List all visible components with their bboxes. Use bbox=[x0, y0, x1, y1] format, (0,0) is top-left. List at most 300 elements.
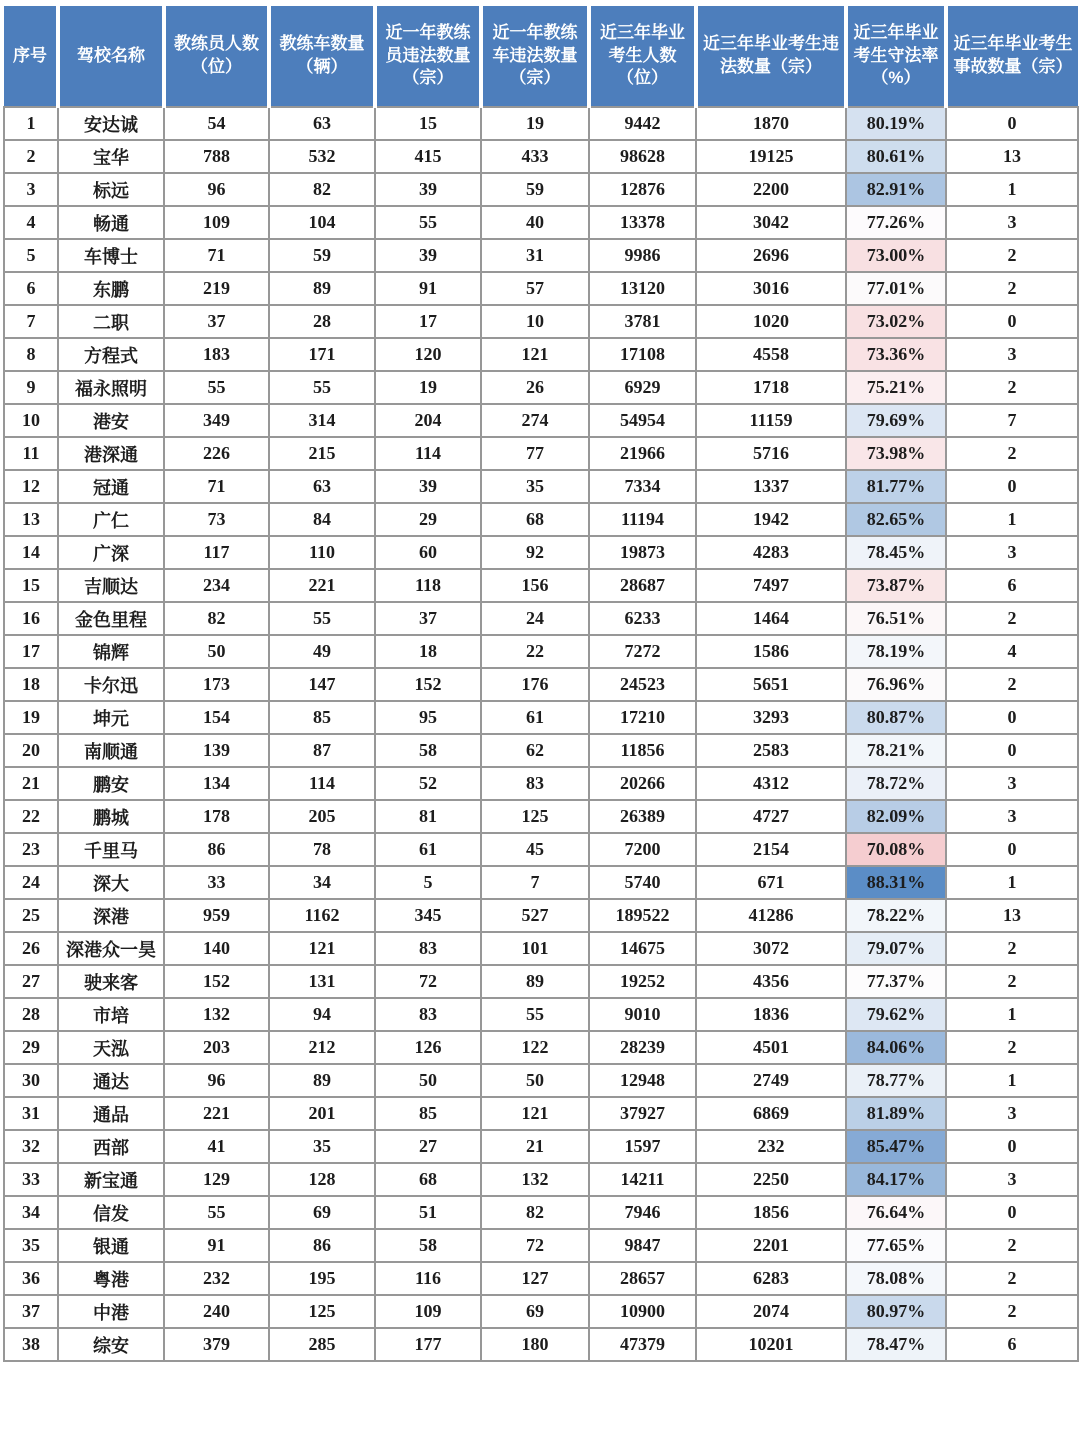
value-cell: 415 bbox=[375, 140, 481, 173]
value-cell: 77.26% bbox=[846, 206, 946, 239]
value-cell: 94 bbox=[269, 998, 375, 1031]
col-header-0: 序号 bbox=[4, 6, 58, 107]
value-cell: 12948 bbox=[589, 1064, 696, 1097]
value-cell: 28687 bbox=[589, 569, 696, 602]
value-cell: 21 bbox=[4, 767, 58, 800]
value-cell: 7 bbox=[481, 866, 589, 899]
school-name-cell: 冠通 bbox=[58, 470, 164, 503]
header-row bbox=[4, 6, 1078, 107]
value-cell: 58 bbox=[375, 734, 481, 767]
value-cell: 0 bbox=[946, 470, 1078, 503]
value-cell: 178 bbox=[164, 800, 269, 833]
value-cell: 120 bbox=[375, 338, 481, 371]
value-cell: 6283 bbox=[696, 1262, 846, 1295]
table-row bbox=[4, 1229, 1078, 1262]
value-cell: 128 bbox=[269, 1163, 375, 1196]
value-cell: 117 bbox=[164, 536, 269, 569]
value-cell: 77.65% bbox=[846, 1229, 946, 1262]
school-name-cell: 深港众一昊 bbox=[58, 932, 164, 965]
value-cell: 41286 bbox=[696, 899, 846, 932]
table-row bbox=[4, 998, 1078, 1031]
value-cell: 72 bbox=[375, 965, 481, 998]
value-cell: 14675 bbox=[589, 932, 696, 965]
value-cell: 0 bbox=[946, 734, 1078, 767]
value-cell: 19873 bbox=[589, 536, 696, 569]
value-cell: 152 bbox=[164, 965, 269, 998]
value-cell: 77.37% bbox=[846, 965, 946, 998]
value-cell: 1 bbox=[4, 107, 58, 140]
value-cell: 85 bbox=[375, 1097, 481, 1130]
value-cell: 9847 bbox=[589, 1229, 696, 1262]
value-cell: 17210 bbox=[589, 701, 696, 734]
value-cell: 17108 bbox=[589, 338, 696, 371]
table-row bbox=[4, 1262, 1078, 1295]
value-cell: 1836 bbox=[696, 998, 846, 1031]
value-cell: 14211 bbox=[589, 1163, 696, 1196]
value-cell: 8 bbox=[4, 338, 58, 371]
value-cell: 234 bbox=[164, 569, 269, 602]
value-cell: 89 bbox=[481, 965, 589, 998]
value-cell: 28 bbox=[4, 998, 58, 1031]
value-cell: 47379 bbox=[589, 1328, 696, 1361]
value-cell: 19 bbox=[481, 107, 589, 140]
value-cell: 51 bbox=[375, 1196, 481, 1229]
col-header-6: 近三年毕业考生人数（位） bbox=[589, 6, 696, 107]
value-cell: 78.22% bbox=[846, 899, 946, 932]
value-cell: 1942 bbox=[696, 503, 846, 536]
value-cell: 24 bbox=[4, 866, 58, 899]
value-cell: 80.61% bbox=[846, 140, 946, 173]
value-cell: 285 bbox=[269, 1328, 375, 1361]
value-cell: 2200 bbox=[696, 173, 846, 206]
school-name-cell: 锦辉 bbox=[58, 635, 164, 668]
table-row bbox=[4, 1031, 1078, 1064]
value-cell: 2 bbox=[4, 140, 58, 173]
value-cell: 215 bbox=[269, 437, 375, 470]
value-cell: 78.19% bbox=[846, 635, 946, 668]
value-cell: 69 bbox=[481, 1295, 589, 1328]
table-row bbox=[4, 272, 1078, 305]
value-cell: 1718 bbox=[696, 371, 846, 404]
table-row bbox=[4, 1130, 1078, 1163]
value-cell: 73.00% bbox=[846, 239, 946, 272]
school-name-cell: 综安 bbox=[58, 1328, 164, 1361]
school-name-cell: 吉顺达 bbox=[58, 569, 164, 602]
value-cell: 219 bbox=[164, 272, 269, 305]
value-cell: 35 bbox=[4, 1229, 58, 1262]
table-row bbox=[4, 734, 1078, 767]
table-row bbox=[4, 1163, 1078, 1196]
value-cell: 82.09% bbox=[846, 800, 946, 833]
table-row bbox=[4, 569, 1078, 602]
value-cell: 85.47% bbox=[846, 1130, 946, 1163]
value-cell: 13120 bbox=[589, 272, 696, 305]
value-cell: 83 bbox=[375, 932, 481, 965]
value-cell: 81 bbox=[375, 800, 481, 833]
value-cell: 274 bbox=[481, 404, 589, 437]
value-cell: 6 bbox=[946, 569, 1078, 602]
school-name-cell: 驶来客 bbox=[58, 965, 164, 998]
value-cell: 4558 bbox=[696, 338, 846, 371]
table-row bbox=[4, 800, 1078, 833]
value-cell: 0 bbox=[946, 701, 1078, 734]
value-cell: 114 bbox=[269, 767, 375, 800]
value-cell: 7497 bbox=[696, 569, 846, 602]
value-cell: 79.07% bbox=[846, 932, 946, 965]
value-cell: 232 bbox=[164, 1262, 269, 1295]
value-cell: 20 bbox=[4, 734, 58, 767]
value-cell: 54954 bbox=[589, 404, 696, 437]
value-cell: 3072 bbox=[696, 932, 846, 965]
value-cell: 9442 bbox=[589, 107, 696, 140]
school-name-cell: 鹏城 bbox=[58, 800, 164, 833]
value-cell: 7200 bbox=[589, 833, 696, 866]
value-cell: 5 bbox=[375, 866, 481, 899]
value-cell: 532 bbox=[269, 140, 375, 173]
value-cell: 58 bbox=[375, 1229, 481, 1262]
value-cell: 121 bbox=[481, 1097, 589, 1130]
value-cell: 28657 bbox=[589, 1262, 696, 1295]
value-cell: 39 bbox=[375, 239, 481, 272]
table-row bbox=[4, 206, 1078, 239]
value-cell: 0 bbox=[946, 833, 1078, 866]
table-row bbox=[4, 338, 1078, 371]
value-cell: 7 bbox=[4, 305, 58, 338]
table-row bbox=[4, 668, 1078, 701]
value-cell: 78 bbox=[269, 833, 375, 866]
value-cell: 1856 bbox=[696, 1196, 846, 1229]
value-cell: 4356 bbox=[696, 965, 846, 998]
table-row bbox=[4, 1328, 1078, 1361]
value-cell: 55 bbox=[164, 1196, 269, 1229]
value-cell: 89 bbox=[269, 272, 375, 305]
table-row bbox=[4, 635, 1078, 668]
value-cell: 37 bbox=[164, 305, 269, 338]
value-cell: 19125 bbox=[696, 140, 846, 173]
table-row bbox=[4, 140, 1078, 173]
school-name-cell: 广仁 bbox=[58, 503, 164, 536]
value-cell: 27 bbox=[4, 965, 58, 998]
value-cell: 17 bbox=[375, 305, 481, 338]
value-cell: 55 bbox=[375, 206, 481, 239]
value-cell: 129 bbox=[164, 1163, 269, 1196]
value-cell: 84.17% bbox=[846, 1163, 946, 1196]
value-cell: 1 bbox=[946, 503, 1078, 536]
value-cell: 63 bbox=[269, 470, 375, 503]
value-cell: 78.08% bbox=[846, 1262, 946, 1295]
value-cell: 0 bbox=[946, 1196, 1078, 1229]
value-cell: 13378 bbox=[589, 206, 696, 239]
value-cell: 52 bbox=[375, 767, 481, 800]
value-cell: 73.98% bbox=[846, 437, 946, 470]
col-header-7: 近三年毕业考生违法数量（宗） bbox=[696, 6, 846, 107]
value-cell: 788 bbox=[164, 140, 269, 173]
value-cell: 189522 bbox=[589, 899, 696, 932]
value-cell: 55 bbox=[269, 371, 375, 404]
value-cell: 212 bbox=[269, 1031, 375, 1064]
value-cell: 71 bbox=[164, 239, 269, 272]
value-cell: 82.65% bbox=[846, 503, 946, 536]
value-cell: 22 bbox=[481, 635, 589, 668]
table-row bbox=[4, 833, 1078, 866]
value-cell: 147 bbox=[269, 668, 375, 701]
value-cell: 221 bbox=[269, 569, 375, 602]
value-cell: 1 bbox=[946, 173, 1078, 206]
value-cell: 156 bbox=[481, 569, 589, 602]
value-cell: 32 bbox=[4, 1130, 58, 1163]
value-cell: 1 bbox=[946, 866, 1078, 899]
value-cell: 433 bbox=[481, 140, 589, 173]
value-cell: 3781 bbox=[589, 305, 696, 338]
value-cell: 75.21% bbox=[846, 371, 946, 404]
value-cell: 173 bbox=[164, 668, 269, 701]
value-cell: 73.36% bbox=[846, 338, 946, 371]
value-cell: 183 bbox=[164, 338, 269, 371]
value-cell: 2 bbox=[946, 239, 1078, 272]
value-cell: 37 bbox=[4, 1295, 58, 1328]
value-cell: 122 bbox=[481, 1031, 589, 1064]
value-cell: 7334 bbox=[589, 470, 696, 503]
school-name-cell: 西部 bbox=[58, 1130, 164, 1163]
value-cell: 152 bbox=[375, 668, 481, 701]
value-cell: 19 bbox=[4, 701, 58, 734]
value-cell: 83 bbox=[375, 998, 481, 1031]
value-cell: 19 bbox=[375, 371, 481, 404]
value-cell: 221 bbox=[164, 1097, 269, 1130]
table-row bbox=[4, 701, 1078, 734]
value-cell: 1162 bbox=[269, 899, 375, 932]
value-cell: 7946 bbox=[589, 1196, 696, 1229]
value-cell: 2 bbox=[946, 371, 1078, 404]
value-cell: 33 bbox=[164, 866, 269, 899]
value-cell: 17 bbox=[4, 635, 58, 668]
value-cell: 31 bbox=[4, 1097, 58, 1130]
value-cell: 18 bbox=[4, 668, 58, 701]
value-cell: 37927 bbox=[589, 1097, 696, 1130]
col-header-2: 教练员人数（位） bbox=[164, 6, 269, 107]
table-row bbox=[4, 371, 1078, 404]
value-cell: 78.47% bbox=[846, 1328, 946, 1361]
school-name-cell: 标远 bbox=[58, 173, 164, 206]
value-cell: 2 bbox=[946, 602, 1078, 635]
value-cell: 21966 bbox=[589, 437, 696, 470]
value-cell: 205 bbox=[269, 800, 375, 833]
value-cell: 50 bbox=[481, 1064, 589, 1097]
value-cell: 232 bbox=[696, 1130, 846, 1163]
value-cell: 10 bbox=[481, 305, 589, 338]
value-cell: 85 bbox=[269, 701, 375, 734]
value-cell: 39 bbox=[375, 173, 481, 206]
school-name-cell: 鹏安 bbox=[58, 767, 164, 800]
value-cell: 95 bbox=[375, 701, 481, 734]
value-cell: 125 bbox=[269, 1295, 375, 1328]
value-cell: 24523 bbox=[589, 668, 696, 701]
value-cell: 3 bbox=[4, 173, 58, 206]
value-cell: 82 bbox=[269, 173, 375, 206]
table-row bbox=[4, 965, 1078, 998]
value-cell: 39 bbox=[375, 470, 481, 503]
value-cell: 79.69% bbox=[846, 404, 946, 437]
table-row bbox=[4, 602, 1078, 635]
value-cell: 1586 bbox=[696, 635, 846, 668]
value-cell: 33 bbox=[4, 1163, 58, 1196]
value-cell: 5651 bbox=[696, 668, 846, 701]
value-cell: 80.19% bbox=[846, 107, 946, 140]
value-cell: 96 bbox=[164, 1064, 269, 1097]
value-cell: 55 bbox=[164, 371, 269, 404]
school-name-cell: 东鹏 bbox=[58, 272, 164, 305]
value-cell: 1464 bbox=[696, 602, 846, 635]
value-cell: 4 bbox=[946, 635, 1078, 668]
value-cell: 2 bbox=[946, 272, 1078, 305]
value-cell: 3293 bbox=[696, 701, 846, 734]
value-cell: 91 bbox=[164, 1229, 269, 1262]
value-cell: 204 bbox=[375, 404, 481, 437]
value-cell: 69 bbox=[269, 1196, 375, 1229]
school-name-cell: 车博士 bbox=[58, 239, 164, 272]
value-cell: 1337 bbox=[696, 470, 846, 503]
value-cell: 1 bbox=[946, 1064, 1078, 1097]
value-cell: 1597 bbox=[589, 1130, 696, 1163]
value-cell: 3 bbox=[946, 338, 1078, 371]
value-cell: 5 bbox=[4, 239, 58, 272]
col-header-8: 近三年毕业考生守法率（%） bbox=[846, 6, 946, 107]
value-cell: 26389 bbox=[589, 800, 696, 833]
value-cell: 59 bbox=[269, 239, 375, 272]
value-cell: 54 bbox=[164, 107, 269, 140]
value-cell: 13 bbox=[946, 140, 1078, 173]
value-cell: 195 bbox=[269, 1262, 375, 1295]
col-header-5: 近一年教练车违法数量（宗） bbox=[481, 6, 589, 107]
value-cell: 78.45% bbox=[846, 536, 946, 569]
school-name-cell: 通品 bbox=[58, 1097, 164, 1130]
value-cell: 84.06% bbox=[846, 1031, 946, 1064]
value-cell: 132 bbox=[164, 998, 269, 1031]
table-row bbox=[4, 932, 1078, 965]
value-cell: 41 bbox=[164, 1130, 269, 1163]
value-cell: 31 bbox=[481, 239, 589, 272]
value-cell: 3016 bbox=[696, 272, 846, 305]
value-cell: 34 bbox=[4, 1196, 58, 1229]
value-cell: 78.72% bbox=[846, 767, 946, 800]
table-row bbox=[4, 107, 1078, 140]
school-name-cell: 卡尔迅 bbox=[58, 668, 164, 701]
col-header-3: 教练车数量（辆） bbox=[269, 6, 375, 107]
value-cell: 36 bbox=[4, 1262, 58, 1295]
value-cell: 11159 bbox=[696, 404, 846, 437]
school-name-cell: 二职 bbox=[58, 305, 164, 338]
value-cell: 2696 bbox=[696, 239, 846, 272]
value-cell: 345 bbox=[375, 899, 481, 932]
school-name-cell: 畅通 bbox=[58, 206, 164, 239]
value-cell: 73.02% bbox=[846, 305, 946, 338]
value-cell: 226 bbox=[164, 437, 269, 470]
value-cell: 2 bbox=[946, 668, 1078, 701]
school-name-cell: 信发 bbox=[58, 1196, 164, 1229]
value-cell: 98628 bbox=[589, 140, 696, 173]
value-cell: 109 bbox=[375, 1295, 481, 1328]
value-cell: 10900 bbox=[589, 1295, 696, 1328]
table-row bbox=[4, 437, 1078, 470]
value-cell: 29 bbox=[4, 1031, 58, 1064]
table-row bbox=[4, 503, 1078, 536]
value-cell: 349 bbox=[164, 404, 269, 437]
value-cell: 63 bbox=[269, 107, 375, 140]
value-cell: 27 bbox=[375, 1130, 481, 1163]
value-cell: 2 bbox=[946, 1262, 1078, 1295]
value-cell: 127 bbox=[481, 1262, 589, 1295]
value-cell: 15 bbox=[375, 107, 481, 140]
value-cell: 6233 bbox=[589, 602, 696, 635]
value-cell: 86 bbox=[269, 1229, 375, 1262]
school-name-cell: 方程式 bbox=[58, 338, 164, 371]
value-cell: 22 bbox=[4, 800, 58, 833]
value-cell: 13 bbox=[4, 503, 58, 536]
value-cell: 11856 bbox=[589, 734, 696, 767]
value-cell: 2 bbox=[946, 932, 1078, 965]
value-cell: 84 bbox=[269, 503, 375, 536]
value-cell: 171 bbox=[269, 338, 375, 371]
value-cell: 18 bbox=[375, 635, 481, 668]
value-cell: 7272 bbox=[589, 635, 696, 668]
value-cell: 38 bbox=[4, 1328, 58, 1361]
school-name-cell: 金色里程 bbox=[58, 602, 164, 635]
school-name-cell: 通达 bbox=[58, 1064, 164, 1097]
value-cell: 2583 bbox=[696, 734, 846, 767]
value-cell: 96 bbox=[164, 173, 269, 206]
value-cell: 61 bbox=[481, 701, 589, 734]
value-cell: 80.87% bbox=[846, 701, 946, 734]
value-cell: 201 bbox=[269, 1097, 375, 1130]
value-cell: 314 bbox=[269, 404, 375, 437]
value-cell: 29 bbox=[375, 503, 481, 536]
value-cell: 57 bbox=[481, 272, 589, 305]
value-cell: 126 bbox=[375, 1031, 481, 1064]
value-cell: 50 bbox=[375, 1064, 481, 1097]
value-cell: 101 bbox=[481, 932, 589, 965]
school-name-cell: 港安 bbox=[58, 404, 164, 437]
school-name-cell: 深港 bbox=[58, 899, 164, 932]
value-cell: 72 bbox=[481, 1229, 589, 1262]
value-cell: 62 bbox=[481, 734, 589, 767]
value-cell: 50 bbox=[164, 635, 269, 668]
value-cell: 76.96% bbox=[846, 668, 946, 701]
value-cell: 19252 bbox=[589, 965, 696, 998]
value-cell: 0 bbox=[946, 107, 1078, 140]
school-name-cell: 深大 bbox=[58, 866, 164, 899]
value-cell: 121 bbox=[481, 338, 589, 371]
value-cell: 60 bbox=[375, 536, 481, 569]
value-cell: 2 bbox=[946, 1229, 1078, 1262]
value-cell: 81.89% bbox=[846, 1097, 946, 1130]
value-cell: 0 bbox=[946, 305, 1078, 338]
table-row bbox=[4, 767, 1078, 800]
value-cell: 11 bbox=[4, 437, 58, 470]
value-cell: 26 bbox=[4, 932, 58, 965]
value-cell: 91 bbox=[375, 272, 481, 305]
value-cell: 55 bbox=[481, 998, 589, 1031]
value-cell: 2 bbox=[946, 1031, 1078, 1064]
value-cell: 2 bbox=[946, 965, 1078, 998]
school-name-cell: 千里马 bbox=[58, 833, 164, 866]
value-cell: 35 bbox=[481, 470, 589, 503]
value-cell: 20266 bbox=[589, 767, 696, 800]
value-cell: 4501 bbox=[696, 1031, 846, 1064]
value-cell: 527 bbox=[481, 899, 589, 932]
value-cell: 12876 bbox=[589, 173, 696, 206]
value-cell: 109 bbox=[164, 206, 269, 239]
school-name-cell: 港深通 bbox=[58, 437, 164, 470]
